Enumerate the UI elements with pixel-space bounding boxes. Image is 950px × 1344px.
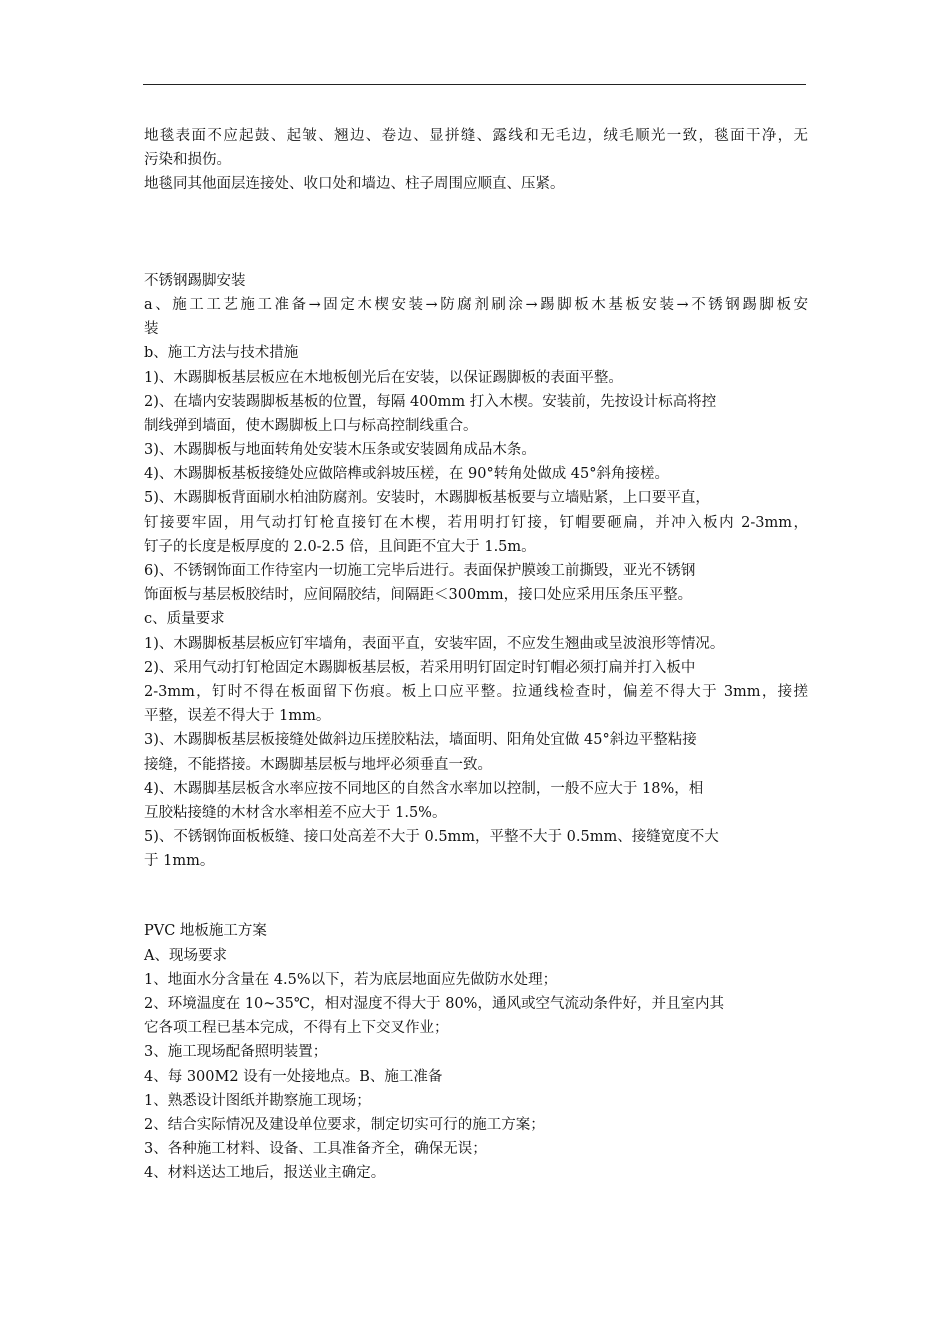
paragraph-line: 1)、木踢脚板基层板应在木地板刨光后在安装，以保证踢脚板的表面平整。 xyxy=(144,369,623,386)
paragraph-line: 平整，误差不得大于 1mm。 xyxy=(144,708,331,725)
paragraph-line: 于 1mm。 xyxy=(144,853,215,870)
paragraph-line: 6)、不锈钢饰面工作待室内一切施工完毕后进行。表面保护膜竣工前撕毁，亚光不锈钢 xyxy=(144,563,696,579)
paragraph-line: 2)、采用气动打钉枪固定木踢脚板基层板，若采用明钉固定时钉帽必须打扁并打入板中 xyxy=(144,659,696,676)
paragraph-line: 接缝，不能搭接。木踢脚基层板与地坪必须垂直一致。 xyxy=(144,756,492,773)
paragraph-line: 4)、木踢脚基层板含水率应按不同地区的自然含水率加以控制，一般不应大于 18%，相 xyxy=(144,780,704,797)
paragraph-line: 2、结合实际情况及建设单位要求，制定切实可行的施工方案； xyxy=(144,1116,545,1133)
paragraph-line: 2、环境温度在 10~35℃，相对湿度不得大于 80%，通风或空气流动条件好，并且室内其 xyxy=(144,996,724,1012)
carpet-quality-section xyxy=(144,124,808,197)
paragraph-line: 4、材料送达工地后，报送业主确定。 xyxy=(144,1165,386,1182)
paragraph-line: 钉接要牢固，用气动打钉枪直接钉在木楔，若用明打钉接，钉帽要砸扁，并冲入板内 2-3mm， xyxy=(144,514,808,531)
paragraph-line: 5)、不锈钢饰面板板缝、接口处高差不大于 0.5mm，平整不大于 0.5mm、接缝宽度不大 xyxy=(144,829,719,846)
header-rule xyxy=(143,84,806,85)
subsection-title: A、现场要求 xyxy=(144,947,227,964)
paragraph-line: a、施工工艺施工准备→固定木楔安装→防腐剂刷涂→踢脚板木基板安装→不锈钢踢脚板安 xyxy=(144,296,808,313)
paragraph-line: 1、地面水分含量在 4.5%以下，若为底层地面应先做防水处理； xyxy=(144,971,558,988)
paragraph-line: 2)、在墙内安装踢脚板基板的位置，每隔 400mm 打入木楔。安装前，先按设计标高将控 xyxy=(144,393,717,410)
paragraph-line: 5)、木踢脚板背面刷水柏油防腐剂。安装时，木踢脚板基板要与立墙贴紧，上口要平直， xyxy=(144,490,710,507)
section-title: 不锈钢踢脚安装 xyxy=(144,272,246,289)
blank-line xyxy=(144,245,808,269)
section-title: PVC 地板施工方案 xyxy=(144,923,267,940)
paragraph-line: 污染和损伤。 xyxy=(144,152,231,169)
document-body xyxy=(144,124,808,1186)
paragraph-line: 3、各种施工材料、设备、工具准备齐全，确保无误； xyxy=(144,1141,487,1158)
subsection-title: c、质量要求 xyxy=(144,611,225,628)
paragraph-line: 3)、木踢脚板基层板接缝处做斜边压搓胶粘法，墙面明、阳角处宜做 45°斜边平整粘接 xyxy=(144,732,697,749)
paragraph-line: 它各项工程已基本完成，不得有上下交叉作业； xyxy=(144,1020,449,1037)
paragraph-line: 装 xyxy=(144,321,159,338)
paragraph-line: 3)、木踢脚板与地面转角处安装木压条或安装圆角成品木条。 xyxy=(144,442,536,459)
pvc-floor-section xyxy=(144,919,808,1185)
paragraph-line: 1、熟悉设计图纸并勘察施工现场； xyxy=(144,1092,371,1109)
paragraph-line: 钉子的长度是板厚度的 2.0-2.5 倍，且间距不宜大于 1.5m。 xyxy=(144,538,536,555)
paragraph-line: 地毯同其他面层连接处、收口处和墙边、柱子周围应顺直、压紧。 xyxy=(144,176,565,193)
paragraph-line: 饰面板与基层板胶结时，应间隔胶结，间隔距＜300mm，接口处应采用压条压平整。 xyxy=(144,587,693,604)
paragraph-line: 3、施工现场配备照明装置； xyxy=(144,1044,328,1061)
subsection-title: b、施工方法与技术措施 xyxy=(144,345,299,362)
paragraph-line: 1)、木踢脚板基层板应钉牢墙角，表面平直，安装牢固，不应发生翘曲或呈波浪形等情况。 xyxy=(144,635,725,652)
paragraph-line: 互胶粘接缝的木材含水率相差不应大于 1.5%。 xyxy=(144,804,447,821)
paragraph-line: 制线弹到墙面，使木踢脚板上口与标高控制线重合。 xyxy=(144,417,478,434)
paragraph-line: 4、每 300M2 设有一处接地点。B、施工准备 xyxy=(144,1068,443,1085)
section-spacer xyxy=(144,873,808,919)
paragraph-line: 2-3mm，钉时不得在板面留下伤痕。板上口应平整。拉通线检查时，偏差不得大于 3mm，接搓 xyxy=(144,683,808,700)
paragraph-line: 4)、木踢脚板基板接缝处应做陪榫或斜坡压槎，在 90°转角处做成 45°斜角接槎。 xyxy=(144,466,669,483)
paragraph-line: 地毯表面不应起鼓、起皱、翘边、卷边、显拼缝、露线和无毛边，绒毛顺光一致，毯面干净，无 xyxy=(144,128,808,144)
section-spacer xyxy=(144,197,808,245)
stainless-skirting-section xyxy=(144,269,808,874)
